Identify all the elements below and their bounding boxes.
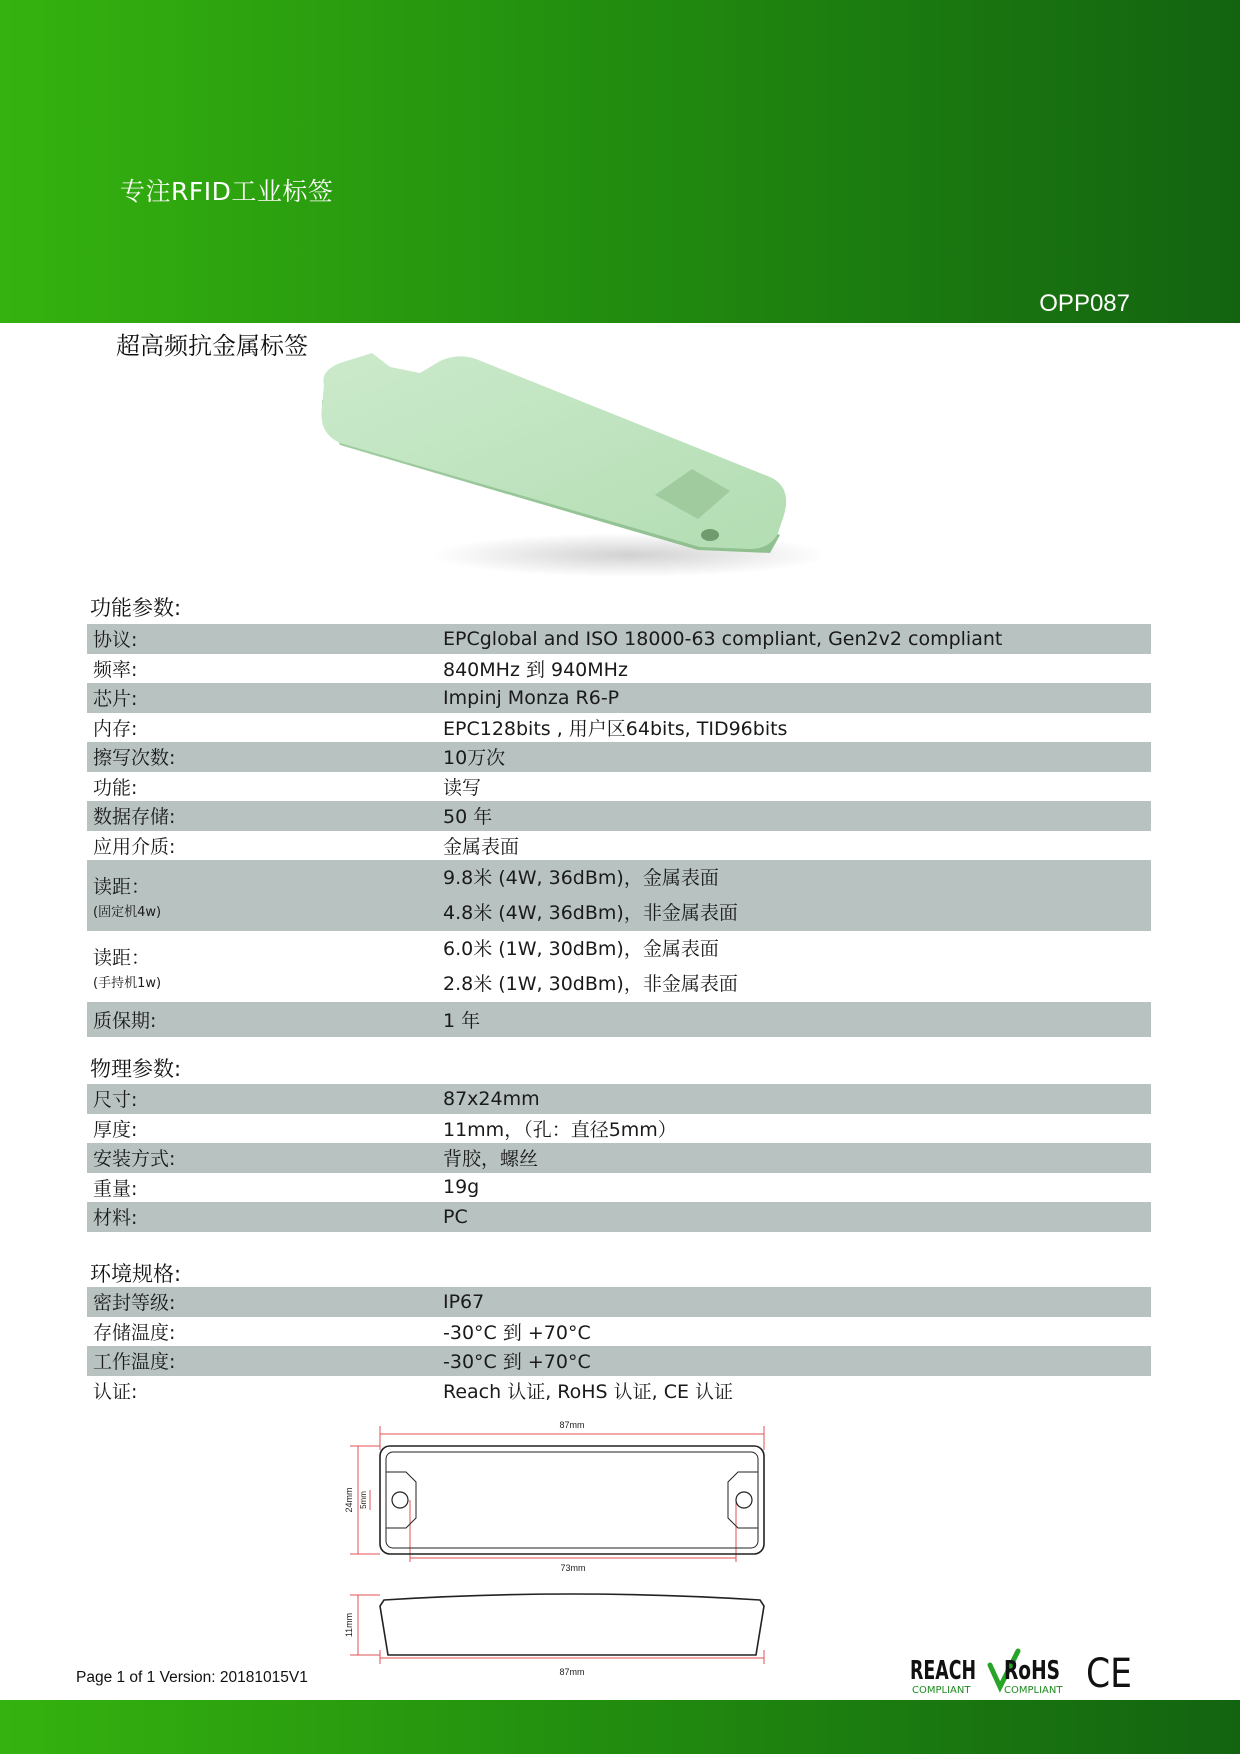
row-label: 尺寸: — [93, 1089, 138, 1112]
row-label: 擦写次数: — [93, 747, 176, 770]
read-range-line: 2.8米 (1W, 30dBm)，非金属表面 — [443, 972, 738, 995]
row-label — [87, 943, 441, 991]
table-row — [87, 713, 1151, 743]
row-label: 应用介质: — [93, 835, 176, 858]
dim-pitch: 73mm — [560, 1563, 586, 1573]
product-title: 超高频抗金属标签 — [116, 332, 308, 360]
row-value: 读写 — [443, 776, 482, 799]
dim-hole: 5mm — [359, 1491, 368, 1509]
row-value: IP67 — [443, 1290, 485, 1313]
table-row-read-range-fixed — [87, 860, 1151, 931]
row-label: 材料: — [93, 1207, 138, 1230]
row-value: 11mm，（孔：直径5mm） — [443, 1118, 677, 1141]
row-value: -30°C 到 +70°C — [443, 1321, 591, 1344]
row-value: EPC128bits , 用户区64bits, TID96bits — [443, 717, 788, 740]
row-value: Reach 认证, RoHS 认证, CE 认证 — [443, 1380, 734, 1403]
row-value: 840MHz 到 940MHz — [443, 658, 628, 681]
model-number: OPP087 — [1039, 290, 1130, 317]
read-range-sub: (固定机4w) — [93, 904, 162, 920]
table-row — [87, 1346, 1151, 1376]
read-range-label: 读距： — [93, 946, 151, 969]
read-range-line: 4.8米 (4W, 36dBm)，非金属表面 — [443, 901, 738, 924]
row-value: 19g — [443, 1176, 480, 1199]
table-row — [87, 1317, 1151, 1347]
environment-params-table — [87, 1287, 1151, 1405]
product-photo — [300, 345, 820, 585]
table-row — [87, 624, 1151, 654]
table-row-read-range-handheld — [87, 931, 1151, 1002]
read-range-line: 6.0米 (1W, 30dBm)，金属表面 — [443, 937, 719, 960]
drawing-side-outline — [380, 1594, 764, 1655]
dim-length-side: 87mm — [559, 1667, 585, 1677]
section-environment-title: 环境规格: — [90, 1262, 182, 1286]
row-value: Impinj Monza R6-P — [443, 686, 620, 709]
row-label: 芯片: — [93, 688, 138, 711]
drawing-left-notch — [386, 1472, 416, 1528]
read-range-sub: (手持机1w) — [93, 975, 162, 991]
table-row — [87, 1143, 1151, 1173]
row-label: 认证: — [93, 1380, 138, 1403]
table-row — [87, 1114, 1151, 1144]
table-row — [87, 683, 1151, 713]
row-label: 厚度: — [93, 1118, 138, 1141]
footer-banner — [0, 1700, 1240, 1754]
read-range-line: 9.8米 (4W, 36dBm)，金属表面 — [443, 866, 719, 889]
reach-logo-text: REACH — [910, 1656, 976, 1686]
table-row — [87, 1084, 1151, 1114]
table-row — [87, 801, 1151, 831]
ce-logo-text: CE — [1086, 1651, 1132, 1697]
drawing-right-notch — [728, 1472, 758, 1528]
table-row — [87, 831, 1151, 861]
dim-thickness: 11mm — [344, 1612, 354, 1638]
dim-height: 24mm — [344, 1487, 354, 1513]
table-row — [87, 1376, 1151, 1406]
row-value — [441, 932, 1151, 1002]
read-range-label: 读距： — [93, 875, 151, 898]
row-label: 功能: — [93, 776, 138, 799]
row-label: 存储温度: — [93, 1321, 176, 1344]
reach-compliant-text: COMPLIANT — [912, 1685, 971, 1696]
header-banner — [0, 0, 1240, 323]
table-row — [87, 772, 1151, 802]
company-slogan: 专注RFID工业标签 — [120, 177, 334, 206]
tag-top — [321, 353, 786, 549]
certification-logos — [908, 1645, 1138, 1701]
row-label: 密封等级: — [93, 1292, 176, 1315]
row-label: 工作温度: — [93, 1351, 176, 1374]
table-row — [87, 742, 1151, 772]
row-value: PC — [443, 1205, 468, 1228]
section-physical-title: 物理参数: — [90, 1057, 182, 1081]
table-row — [87, 1173, 1151, 1203]
table-row — [87, 1002, 1151, 1037]
drawing-top-inner — [386, 1452, 758, 1548]
drawing-top-outline — [380, 1446, 764, 1554]
row-label: 内存: — [93, 717, 138, 740]
table-row — [87, 654, 1151, 684]
row-value: 50 年 — [443, 806, 493, 829]
tag-hole — [701, 529, 719, 541]
function-params-table — [87, 624, 1151, 1037]
table-row — [87, 1202, 1151, 1232]
row-label: 频率: — [93, 658, 138, 681]
drawing-right-hole — [736, 1492, 752, 1508]
table-row — [87, 1287, 1151, 1317]
row-value: 87x24mm — [443, 1087, 540, 1110]
row-label: 安装方式: — [93, 1148, 176, 1171]
row-value: 10万次 — [443, 747, 506, 770]
row-value: 1 年 — [443, 1010, 481, 1032]
row-value: EPCglobal and ISO 18000-63 compliant, Gen2v2 compliant — [443, 627, 1003, 650]
drawing-left-hole — [392, 1492, 408, 1508]
row-label: 重量: — [93, 1177, 138, 1200]
dimension-drawing — [340, 1410, 780, 1685]
dim-length: 87mm — [559, 1420, 585, 1430]
row-label: 数据存储: — [93, 806, 176, 829]
row-label: 协议: — [93, 629, 138, 652]
row-value: -30°C 到 +70°C — [443, 1351, 591, 1374]
row-value: 背胶，螺丝 — [443, 1148, 539, 1171]
row-label — [87, 872, 441, 920]
rohs-logo-text: RoHS — [1004, 1656, 1060, 1686]
physical-params-table — [87, 1084, 1151, 1232]
row-value: 金属表面 — [443, 835, 520, 858]
section-function-title: 功能参数: — [90, 596, 182, 620]
row-value — [441, 861, 1151, 931]
rohs-compliant-text: COMPLIANT — [1004, 1685, 1063, 1696]
row-label: 质保期: — [93, 1010, 157, 1032]
page-version-info: Page 1 of 1 Version: 20181015V1 — [76, 1669, 308, 1686]
